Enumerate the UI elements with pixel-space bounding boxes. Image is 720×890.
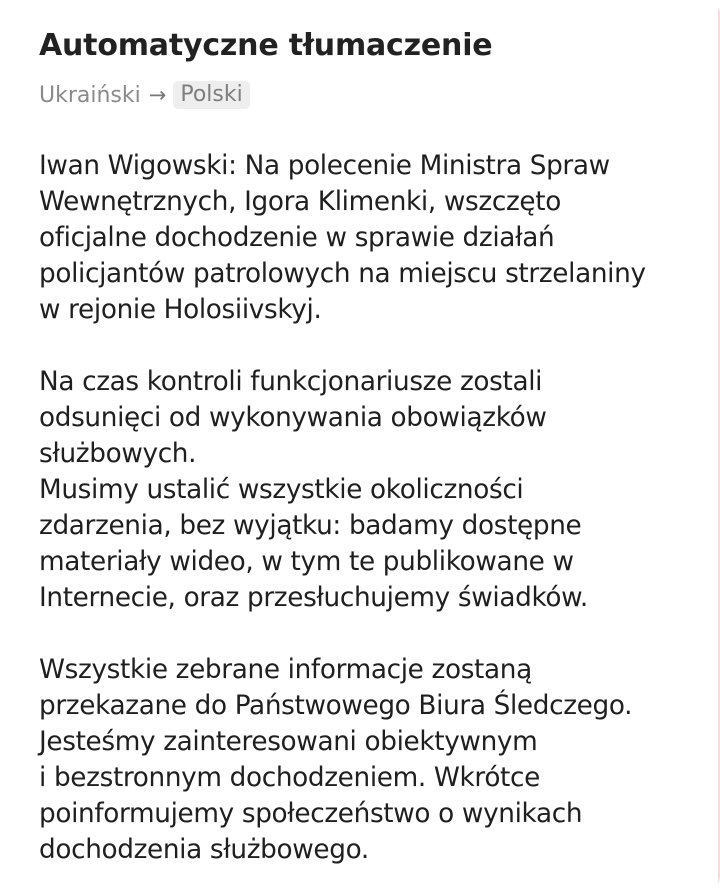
text-line: Musimy ustalić wszystkie okoliczności	[39, 475, 524, 505]
text-line: przekazane do Państwowego Biura Śledczego.	[39, 691, 633, 721]
text-line: służbowych.	[39, 439, 197, 469]
translated-text	[39, 148, 689, 868]
text-line: zdarzenia, bez wyjątku: badamy dostępne	[39, 511, 582, 541]
text-line: w rejonie Holosiivskyj.	[39, 295, 322, 325]
source-language-label: Ukraiński	[39, 82, 141, 108]
text-line: odsunięci od wykonywania obowiązków	[39, 403, 547, 433]
text-line: Na czas kontroli funkcjonariusze zostali	[39, 367, 543, 397]
text-line: Jesteśmy zainteresowani obiektywnym	[39, 727, 538, 757]
text-line: dochodzenia służbowego.	[39, 835, 369, 865]
text-line: policjantów patrolowych na miejscu strzelaniny	[39, 259, 646, 289]
text-line: poinformujemy społeczeństwo o wynikach	[39, 799, 583, 829]
arrow-right-icon: →	[148, 83, 167, 107]
text-line: Iwan Wigowski: Na polecenie Ministra Spraw	[39, 151, 610, 181]
paragraph-gap	[39, 328, 689, 364]
text-line: i bezstronnym dochodzeniem. Wkrótce	[39, 763, 540, 793]
page-title: Automatyczne tłumaczenie	[39, 28, 493, 63]
text-line: Internecie, oraz przesłuchujemy świadków.	[39, 583, 588, 613]
text-line: Wewnętrznych, Igora Klimenki, wszczęto	[39, 187, 561, 217]
text-line: Wszystkie zebrane informacje zostaną	[39, 655, 532, 685]
text-line: oficjalne dochodzenie w sprawie działań	[39, 223, 555, 253]
language-pair	[39, 80, 250, 110]
target-language-button[interactable]: Polski	[173, 81, 249, 109]
text-line: materiały wideo, w tym te publikowane w	[39, 547, 574, 577]
paragraph-gap	[39, 616, 689, 652]
